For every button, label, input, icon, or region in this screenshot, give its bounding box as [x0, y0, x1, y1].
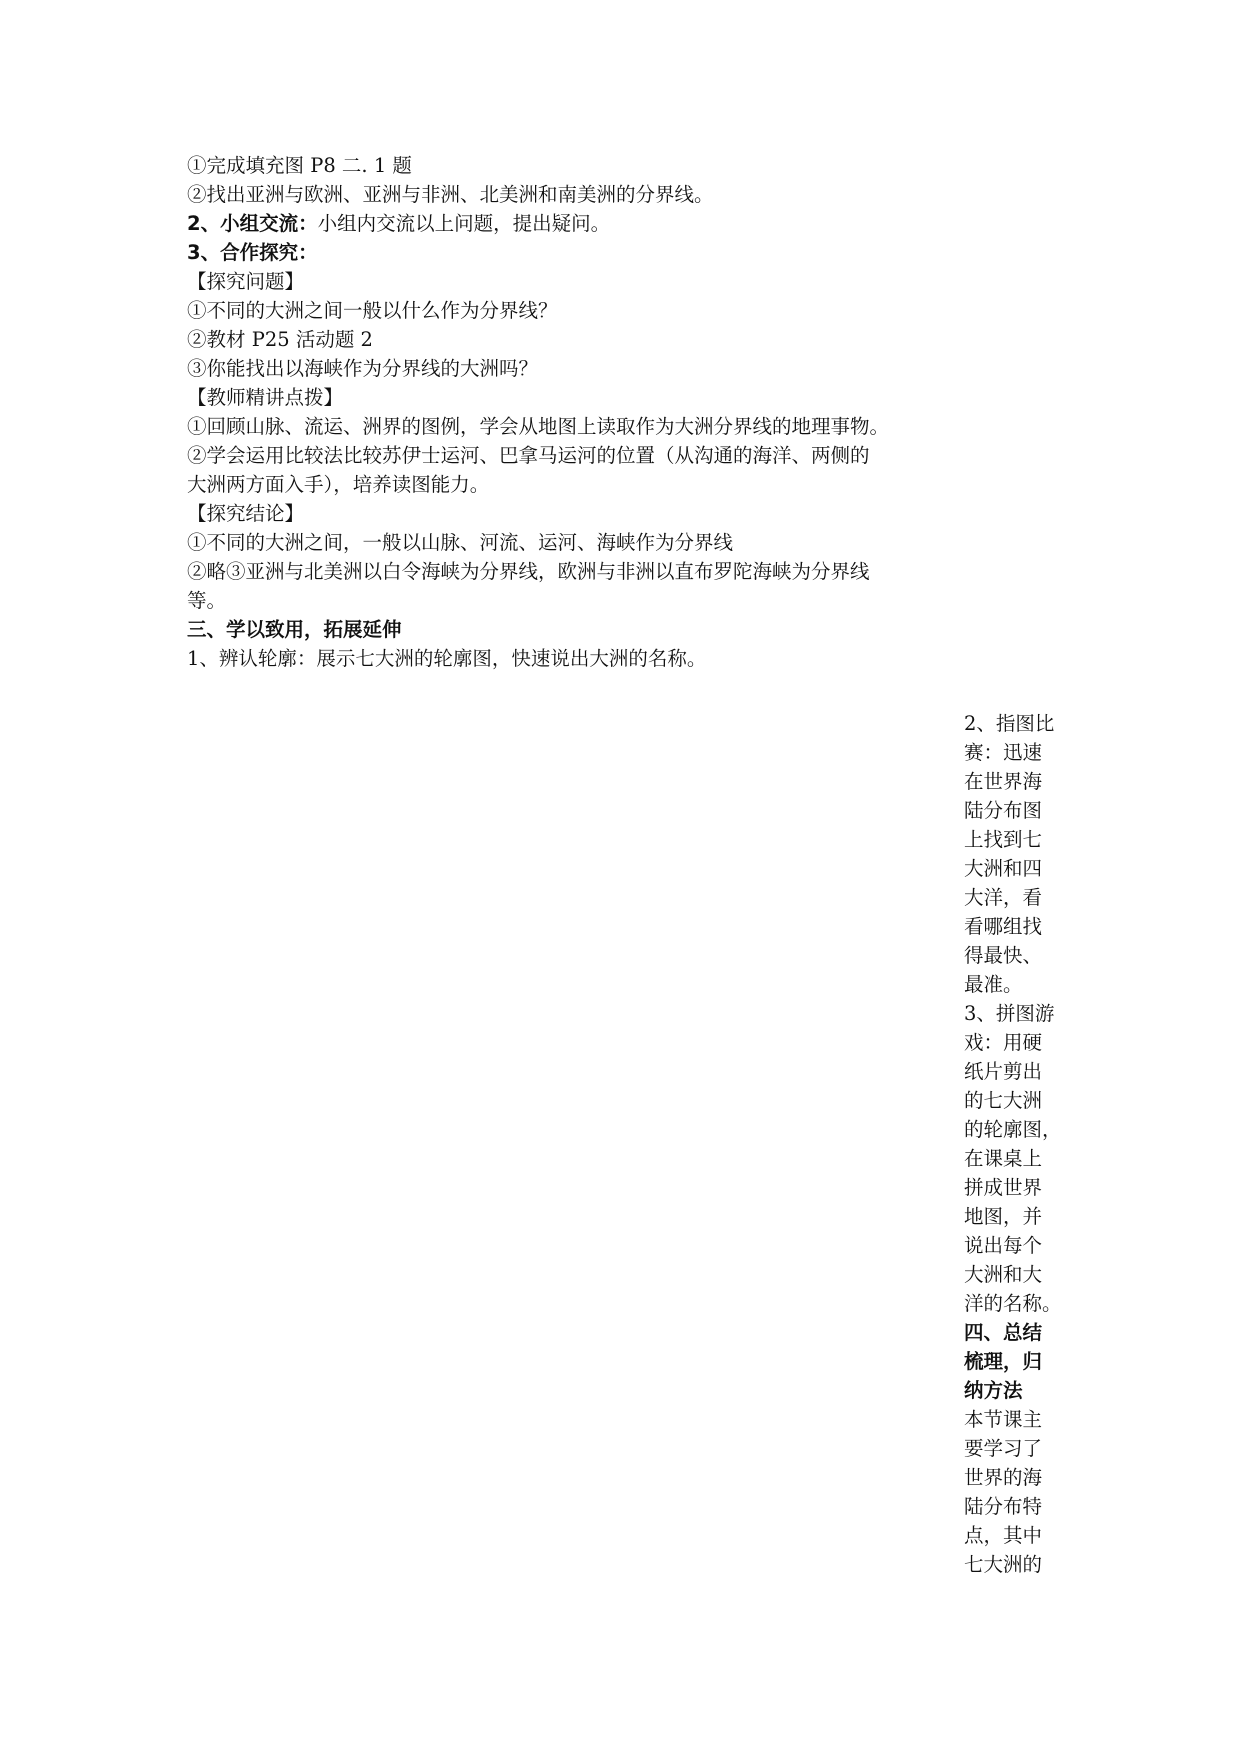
line-text: 【教师精讲点拨】 — [187, 386, 344, 409]
side-line — [964, 1086, 1064, 1115]
section-label: 三、学以致用，拓展延伸 — [187, 618, 402, 641]
subsection-heading — [187, 383, 967, 412]
section-label: 梳理，归 — [964, 1350, 1043, 1373]
text-line — [187, 644, 967, 673]
line-text: 1、辨认轮廓：展示七大洲的轮廓图，快速说出大洲的名称。 — [187, 647, 707, 670]
line-text: 陆分布图 — [964, 799, 1043, 822]
side-line — [964, 1550, 1064, 1579]
side-line — [964, 738, 1064, 767]
text-line — [187, 296, 967, 325]
line-text: 大洲和大 — [964, 1263, 1043, 1286]
text-line — [187, 441, 967, 470]
line-text: 3、拼图游 — [964, 1002, 1055, 1025]
side-line — [964, 1492, 1064, 1521]
section-heading-group-discussion — [187, 209, 967, 238]
line-text: 上找到七 — [964, 828, 1043, 851]
main-text-column — [187, 151, 967, 673]
section-heading-summary — [964, 1347, 1064, 1376]
line-text: 拼成世界 — [964, 1176, 1043, 1199]
section-label: 3、合作探究： — [187, 241, 318, 264]
side-line — [964, 1202, 1064, 1231]
line-text: 【探究结论】 — [187, 502, 305, 525]
line-text: 得最快、 — [964, 944, 1043, 967]
text-line — [187, 586, 967, 615]
line-text: 在课桌上 — [964, 1147, 1043, 1170]
side-line — [964, 1231, 1064, 1260]
line-text: ②略③亚洲与北美洲以白令海峡为分界线，欧洲与非洲以直布罗陀海峡为分界线 — [187, 560, 870, 583]
text-line — [187, 325, 967, 354]
text-line — [187, 180, 967, 209]
line-text: 最准。 — [964, 973, 1023, 996]
text-line — [187, 412, 967, 441]
line-text: 说出每个 — [964, 1234, 1043, 1257]
text-line — [187, 528, 967, 557]
line-text: 要学习了 — [964, 1437, 1043, 1460]
side-line — [964, 767, 1064, 796]
side-line — [964, 709, 1064, 738]
line-text: ②学会运用比较法比较苏伊士运河、巴拿马运河的位置（从沟通的海洋、两侧的 — [187, 444, 870, 467]
line-text: 的轮廓图， — [964, 1118, 1062, 1141]
line-text: 【探究问题】 — [187, 270, 305, 293]
line-text: 洋的名称。 — [964, 1292, 1062, 1315]
line-text: 纸片剪出 — [964, 1060, 1043, 1083]
side-line — [964, 796, 1064, 825]
line-text: 2、指图比 — [964, 712, 1055, 735]
line-text: 小组内交流以上问题，提出疑问。 — [317, 212, 611, 235]
section-heading-summary — [964, 1376, 1064, 1405]
section-label: 纳方法 — [964, 1379, 1023, 1402]
side-line — [964, 1115, 1064, 1144]
line-text: 陆分布特 — [964, 1495, 1043, 1518]
line-text: ②找出亚洲与欧洲、亚洲与非洲、北美洲和南美洲的分界线。 — [187, 183, 714, 206]
side-line — [964, 825, 1064, 854]
side-line — [964, 1434, 1064, 1463]
line-text: 大洲两方面入手），培养读图能力。 — [187, 473, 490, 496]
subsection-heading — [187, 499, 967, 528]
side-line — [964, 854, 1064, 883]
line-text: 大洋，看 — [964, 886, 1043, 909]
line-text: 等。 — [187, 589, 227, 612]
line-text: 地图，并 — [964, 1205, 1043, 1228]
line-text: ①不同的大洲之间，一般以山脉、河流、运河、海峡作为分界线 — [187, 531, 734, 554]
side-line — [964, 1173, 1064, 1202]
section-heading-cooperative-inquiry — [187, 238, 967, 267]
side-line — [964, 941, 1064, 970]
section-label: 2、小组交流： — [187, 212, 318, 235]
section-heading-summary — [964, 1318, 1064, 1347]
side-line — [964, 1521, 1064, 1550]
subsection-heading — [187, 267, 967, 296]
line-text: ②教材 P25 活动题 2 — [187, 328, 373, 351]
side-line — [964, 883, 1064, 912]
side-line — [964, 1289, 1064, 1318]
side-line — [964, 999, 1064, 1028]
line-text: 世界的海 — [964, 1466, 1043, 1489]
line-text: ①不同的大洲之间一般以什么作为分界线？ — [187, 299, 558, 322]
section-heading-apply — [187, 615, 967, 644]
text-line — [187, 354, 967, 383]
section-label: 四、总结 — [964, 1321, 1043, 1344]
line-text: 赛：迅速 — [964, 741, 1043, 764]
side-line — [964, 1028, 1064, 1057]
line-text: ①回顾山脉、流运、洲界的图例，学会从地图上读取作为大洲分界线的地理事物。 — [187, 415, 890, 438]
line-text: 的七大洲 — [964, 1089, 1043, 1112]
text-line — [187, 557, 967, 586]
line-text: ①完成填充图 P8 二. 1 题 — [187, 154, 412, 177]
line-text: 点，其中 — [964, 1524, 1043, 1547]
side-line — [964, 970, 1064, 999]
side-line — [964, 1463, 1064, 1492]
text-line — [187, 151, 967, 180]
side-text-column — [964, 709, 1064, 1579]
side-line — [964, 1057, 1064, 1086]
line-text: 大洲和四 — [964, 857, 1043, 880]
side-line — [964, 912, 1064, 941]
side-line — [964, 1405, 1064, 1434]
line-text: 在世界海 — [964, 770, 1043, 793]
line-text: 本节课主 — [964, 1408, 1043, 1431]
line-text: ③你能找出以海峡作为分界线的大洲吗？ — [187, 357, 539, 380]
side-line — [964, 1144, 1064, 1173]
line-text: 戏：用硬 — [964, 1031, 1043, 1054]
text-line — [187, 470, 967, 499]
side-line — [964, 1260, 1064, 1289]
line-text: 七大洲的 — [964, 1553, 1043, 1576]
line-text: 看哪组找 — [964, 915, 1043, 938]
